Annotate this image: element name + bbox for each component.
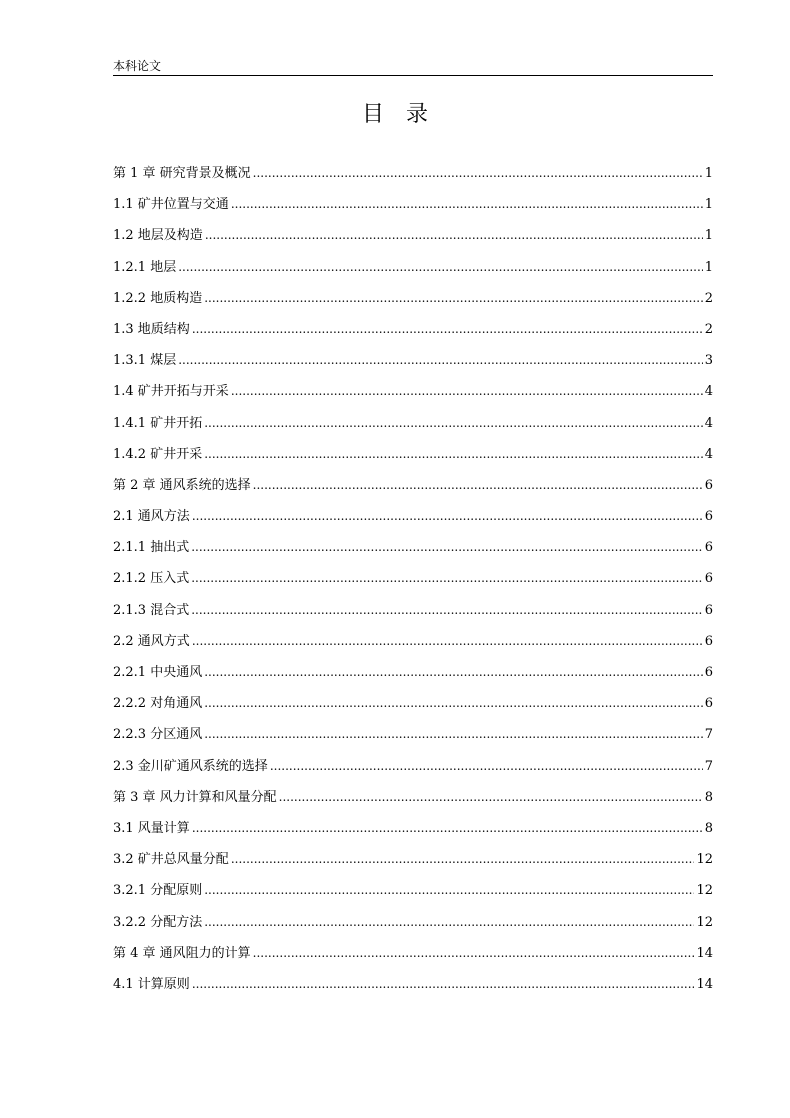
toc-entry-page-number: 8 bbox=[704, 789, 713, 805]
toc-entry-label: 1.2 地层及构造 bbox=[113, 228, 203, 244]
toc-leader-dots bbox=[204, 688, 703, 719]
toc-entry-page-number: 14 bbox=[696, 976, 713, 992]
toc-entry[interactable] bbox=[113, 782, 713, 813]
toc-entry-label: 1.2.2 地质构造 bbox=[113, 290, 203, 306]
toc-leader-dots bbox=[178, 252, 703, 283]
toc-entry-page-number: 12 bbox=[696, 852, 713, 868]
toc-entry[interactable] bbox=[113, 532, 713, 563]
toc-entry-page-number: 2 bbox=[704, 290, 713, 306]
toc-entry-page-number: 12 bbox=[696, 914, 713, 930]
toc-leader-dots bbox=[204, 283, 703, 314]
toc-entry-label: 第 2 章 通风系统的选择 bbox=[113, 477, 251, 493]
toc-entry-page-number: 6 bbox=[704, 602, 713, 618]
toc-entry-page-number: 7 bbox=[704, 727, 713, 743]
toc-leader-dots bbox=[270, 751, 703, 782]
toc-entry-page-number: 2 bbox=[704, 321, 713, 337]
toc-leader-dots bbox=[204, 907, 694, 938]
toc-entry-label: 第 1 章 研究背景及概况 bbox=[113, 166, 251, 181]
toc-entry[interactable] bbox=[113, 376, 713, 407]
toc-entry-label: 2.2.2 对角通风 bbox=[113, 696, 203, 712]
toc-leader-dots bbox=[192, 314, 703, 345]
toc-entry[interactable] bbox=[113, 875, 713, 906]
toc-entry-page-number: 4 bbox=[704, 415, 713, 431]
toc-entry-label: 1.4.1 矿井开拓 bbox=[113, 415, 203, 431]
toc-entry-label: 2.3 金川矿通风系统的选择 bbox=[113, 758, 268, 774]
toc-entry-page-number: 1 bbox=[704, 228, 713, 244]
toc-entry[interactable] bbox=[113, 813, 713, 844]
toc-leader-dots bbox=[192, 501, 703, 532]
header-rule bbox=[113, 75, 713, 76]
toc-entry-label: 第 4 章 通风阻力的计算 bbox=[113, 945, 251, 961]
toc-entry-page-number: 4 bbox=[704, 384, 713, 400]
toc-entry-label: 2.1.1 抽出式 bbox=[113, 540, 190, 556]
toc-entry-page-number: 7 bbox=[704, 758, 713, 774]
toc-entry-page-number: 6 bbox=[704, 665, 713, 680]
toc-leader-dots bbox=[204, 439, 703, 470]
toc-entry[interactable] bbox=[113, 283, 713, 314]
toc-entry[interactable] bbox=[113, 345, 713, 376]
toc-entry-label: 2.2.1 中央通风 bbox=[113, 665, 203, 680]
toc-entry[interactable] bbox=[113, 844, 713, 875]
toc-leader-dots bbox=[253, 158, 703, 189]
toc-entry-label: 2.2.3 分区通风 bbox=[113, 727, 203, 743]
toc-entry-label: 1.3 地质结构 bbox=[113, 321, 190, 337]
toc-entry-label: 2.2 通风方式 bbox=[113, 633, 190, 649]
toc-entry-label: 2.1.3 混合式 bbox=[113, 602, 190, 618]
toc-entry[interactable] bbox=[113, 158, 713, 189]
toc-leader-dots bbox=[279, 782, 703, 813]
toc-entry-page-number: 1 bbox=[704, 197, 713, 213]
toc-entry[interactable] bbox=[113, 626, 713, 657]
toc-leader-dots bbox=[191, 595, 703, 626]
toc-entry-label: 1.3.1 煤层 bbox=[113, 353, 177, 369]
toc-leader-dots bbox=[192, 813, 703, 844]
toc-leader-dots bbox=[231, 376, 703, 407]
toc-entry-label: 3.2 矿井总风量分配 bbox=[113, 852, 229, 868]
toc-entry-page-number: 6 bbox=[704, 509, 713, 525]
toc-entry-label: 2.1 通风方法 bbox=[113, 509, 190, 525]
table-of-contents bbox=[113, 158, 713, 1000]
toc-entry-label: 2.1.2 压入式 bbox=[113, 571, 190, 587]
toc-entry[interactable] bbox=[113, 688, 713, 719]
toc-entry[interactable] bbox=[113, 189, 713, 220]
toc-entry-label: 1.1 矿井位置与交通 bbox=[113, 197, 229, 213]
toc-entry-page-number: 4 bbox=[704, 446, 713, 462]
toc-entry[interactable] bbox=[113, 657, 713, 688]
toc-entry-page-number: 1 bbox=[704, 259, 713, 275]
toc-entry[interactable] bbox=[113, 595, 713, 626]
toc-entry-page-number: 6 bbox=[704, 540, 713, 556]
toc-entry-label: 3.2.2 分配方法 bbox=[113, 914, 203, 930]
toc-entry-page-number: 6 bbox=[704, 633, 713, 649]
toc-leader-dots bbox=[231, 844, 695, 875]
page-title: 目 录 bbox=[361, 102, 428, 127]
toc-entry[interactable] bbox=[113, 563, 713, 594]
toc-leader-dots bbox=[204, 875, 694, 906]
toc-entry-page-number: 14 bbox=[696, 945, 713, 961]
toc-entry[interactable] bbox=[113, 252, 713, 283]
toc-entry[interactable] bbox=[113, 719, 713, 750]
toc-entry[interactable] bbox=[113, 751, 713, 782]
toc-entry[interactable] bbox=[113, 501, 713, 532]
toc-entry[interactable] bbox=[113, 314, 713, 345]
toc-entry[interactable] bbox=[113, 907, 713, 938]
toc-entry-page-number: 1 bbox=[704, 166, 713, 181]
toc-entry-label: 1.4 矿井开拓与开采 bbox=[113, 384, 229, 400]
toc-entry-label: 第 3 章 风力计算和风量分配 bbox=[113, 789, 277, 805]
toc-leader-dots bbox=[231, 189, 703, 220]
running-header: 本科论文 bbox=[113, 59, 162, 73]
toc-entry[interactable] bbox=[113, 220, 713, 251]
toc-entry[interactable] bbox=[113, 408, 713, 439]
toc-entry-page-number: 12 bbox=[696, 883, 713, 899]
toc-entry[interactable] bbox=[113, 439, 713, 470]
toc-entry-page-number: 3 bbox=[704, 353, 713, 369]
toc-entry[interactable] bbox=[113, 969, 713, 1000]
toc-leader-dots bbox=[191, 563, 703, 594]
toc-entry-label: 3.2.1 分配原则 bbox=[113, 883, 203, 899]
toc-entry-page-number: 6 bbox=[704, 696, 713, 712]
toc-entry-page-number: 6 bbox=[704, 571, 713, 587]
toc-leader-dots bbox=[192, 969, 695, 1000]
toc-leader-dots bbox=[204, 657, 703, 688]
toc-entry-label: 1.2.1 地层 bbox=[113, 259, 177, 275]
toc-leader-dots bbox=[204, 719, 703, 750]
toc-leader-dots bbox=[253, 470, 703, 501]
toc-entry-label: 4.1 计算原则 bbox=[113, 976, 190, 992]
toc-entry-label: 1.4.2 矿井开采 bbox=[113, 446, 203, 462]
toc-entry-page-number: 6 bbox=[704, 477, 713, 493]
toc-leader-dots bbox=[178, 345, 703, 376]
toc-leader-dots bbox=[205, 220, 703, 251]
toc-leader-dots bbox=[192, 626, 703, 657]
toc-entry-page-number: 8 bbox=[704, 820, 713, 836]
toc-entry[interactable] bbox=[113, 938, 713, 969]
toc-leader-dots bbox=[204, 408, 703, 439]
toc-entry[interactable] bbox=[113, 470, 713, 501]
toc-leader-dots bbox=[191, 532, 703, 563]
toc-leader-dots bbox=[253, 938, 695, 969]
toc-entry-label: 3.1 风量计算 bbox=[113, 820, 190, 836]
